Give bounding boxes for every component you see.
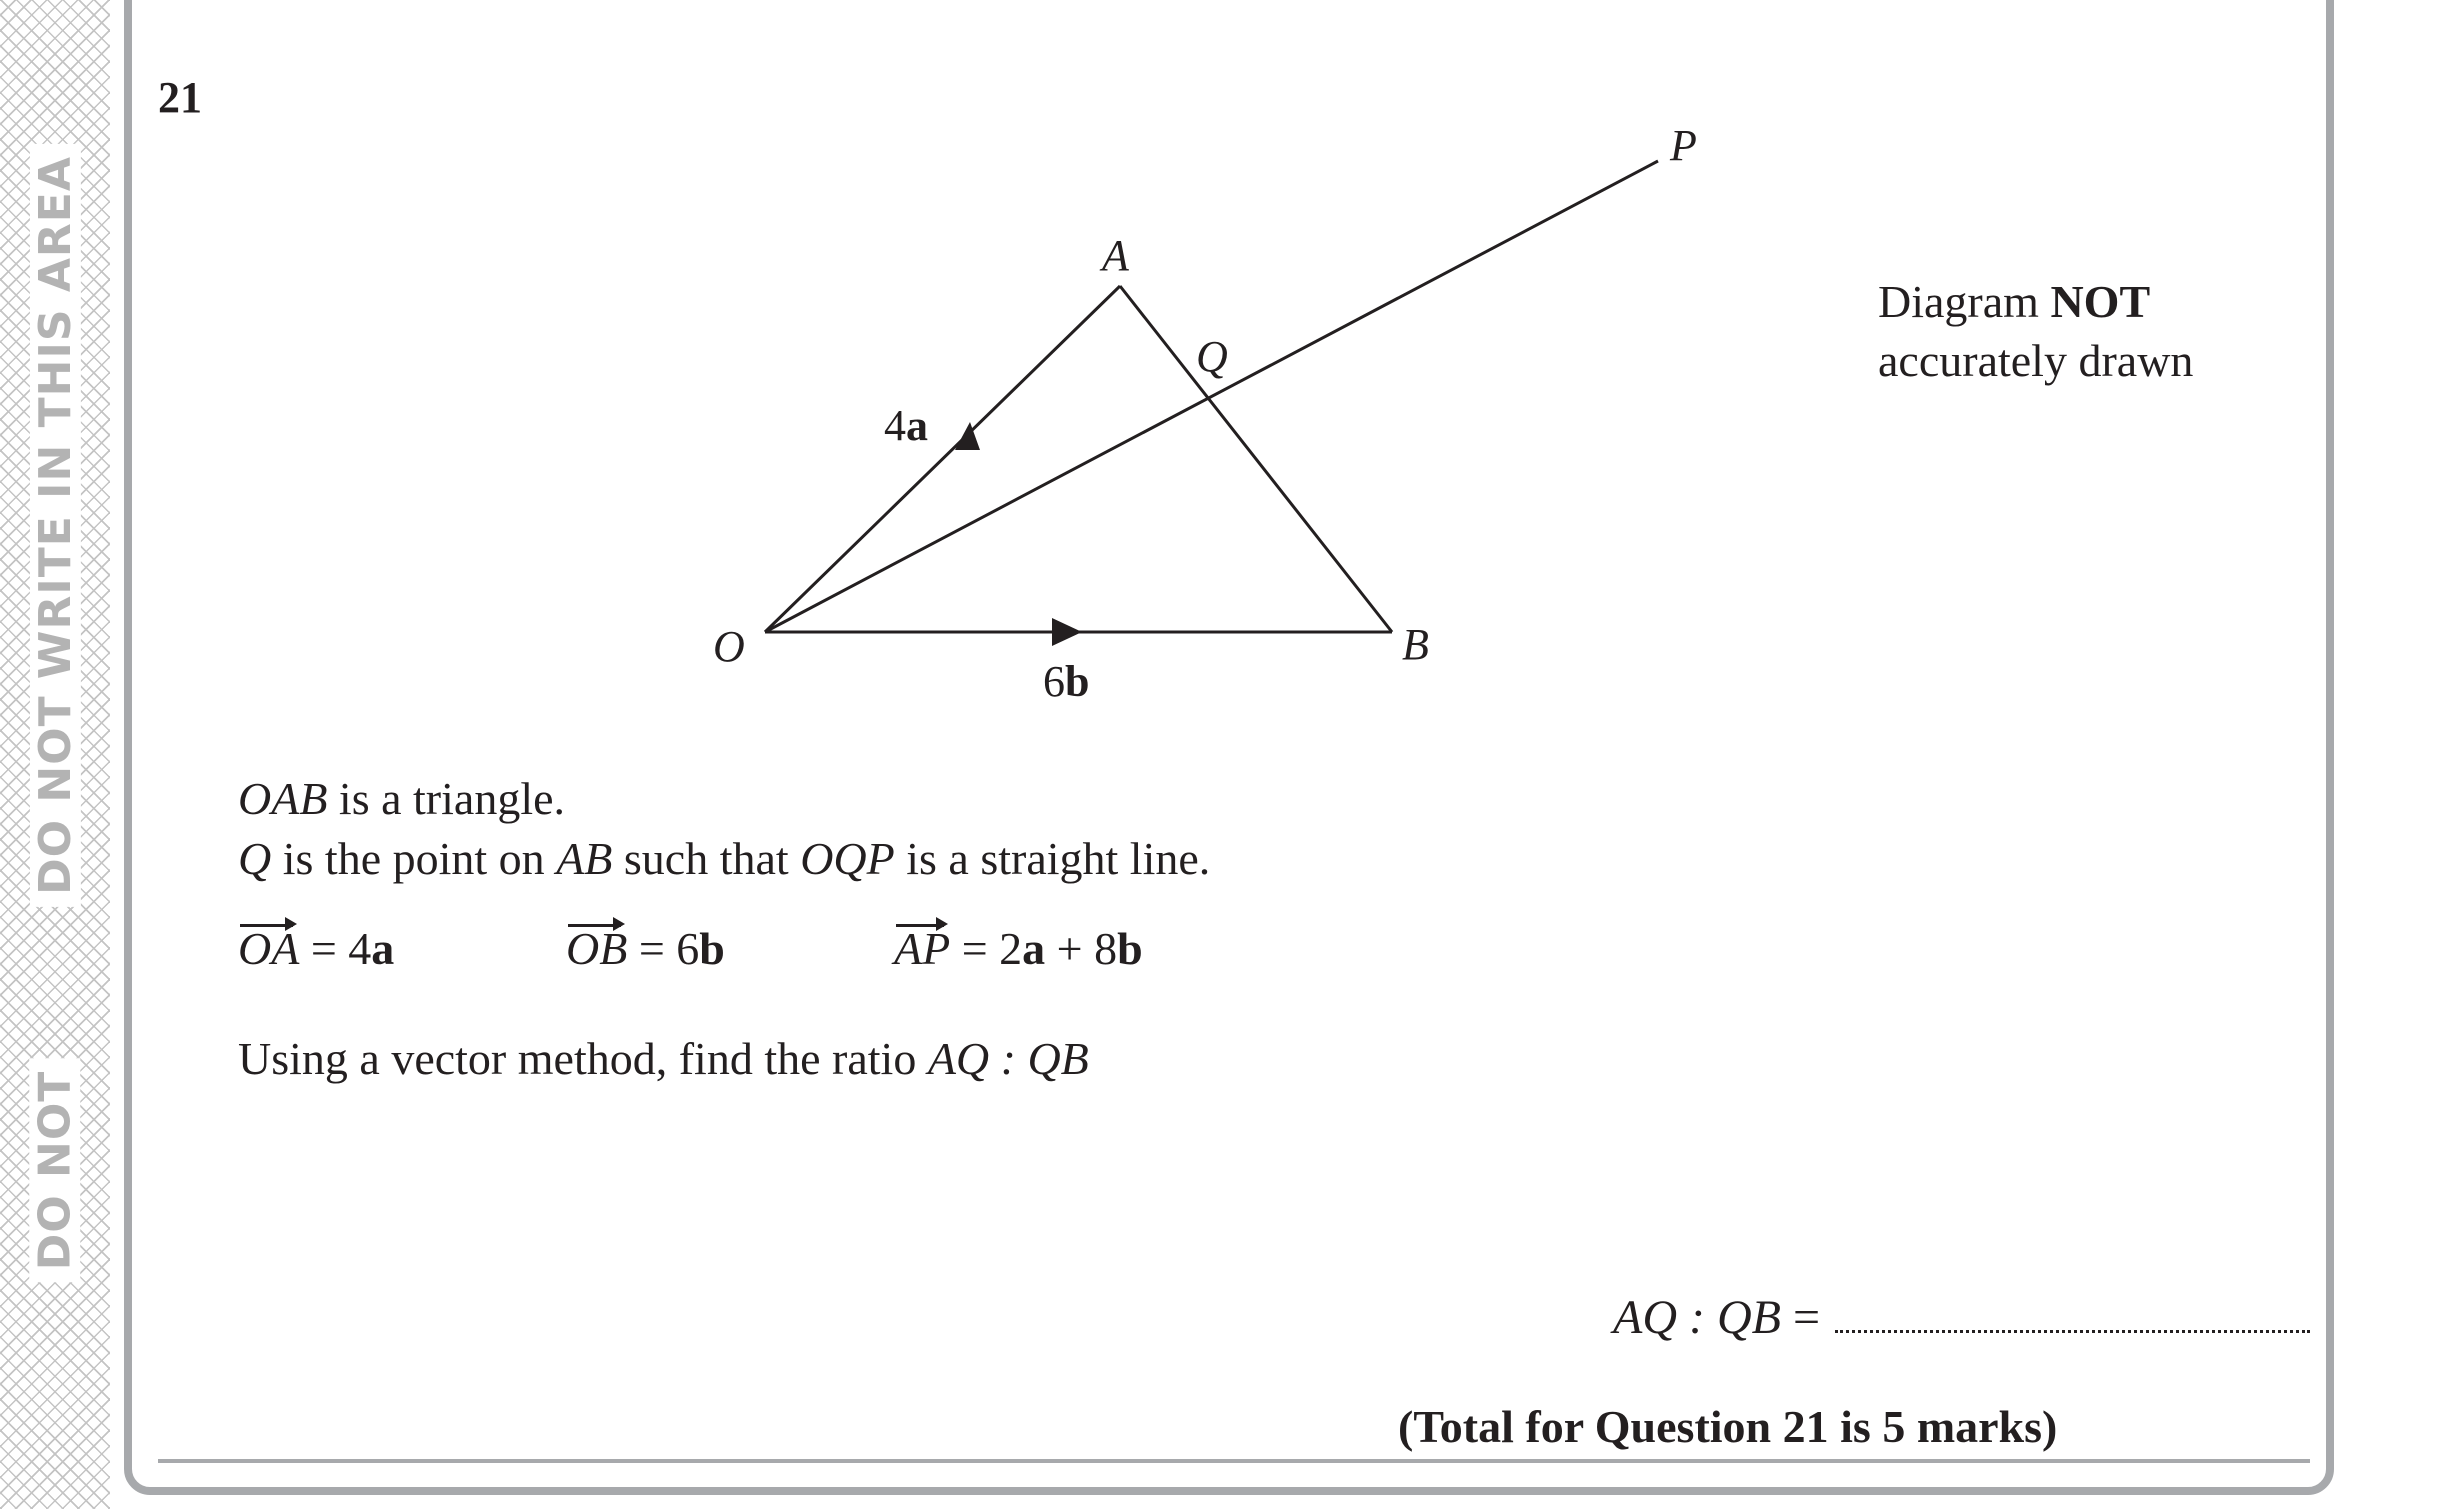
label-point-a: A [1102, 231, 1129, 280]
answer-line[interactable] [1835, 1330, 2310, 1333]
side-oa [765, 286, 1120, 632]
label-vector-ob: 6b [1043, 657, 1090, 706]
line-oqp [765, 161, 1658, 632]
margin-warning-top: DO NOT WRITE IN THIS AREA [0, 190, 110, 860]
label-point-b: B [1402, 620, 1429, 669]
arrow-ob-icon [1052, 618, 1082, 646]
label-point-o: O [713, 622, 745, 671]
question-number: 21 [158, 73, 202, 122]
margin-warning-bottom: DO NOT [0, 1070, 110, 1270]
instruction: Using a vector method, find the ratio AQ : QB [238, 1033, 1089, 1084]
answer-label: AQ : QB = [1613, 1291, 1821, 1344]
side-ab [1120, 286, 1392, 632]
bottom-rule [158, 1459, 2310, 1463]
label-vector-oa: 4a [884, 401, 928, 450]
diagram-note: Diagram NOT accurately drawn [1878, 276, 2194, 386]
label-point-q: Q [1196, 332, 1228, 381]
label-point-p: P [1670, 121, 1697, 170]
vector-ob: OB = 6b [566, 923, 725, 974]
total-marks: (Total for Question 21 is 5 marks) [1398, 1401, 2058, 1452]
statement-triangle: OAB is a triangle. [238, 773, 566, 824]
statement-point-q: Q is the point on AB such that OQP is a straight line. [238, 833, 1211, 884]
vector-ap: AP = 2a + 8b [894, 923, 1143, 974]
vector-oa: OA = 4a [238, 923, 395, 974]
